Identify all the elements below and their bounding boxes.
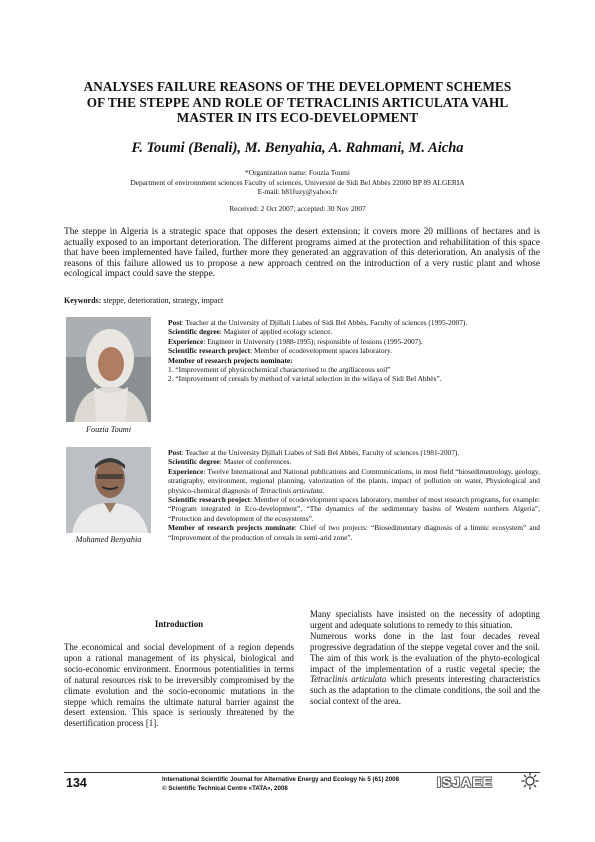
introduction-paragraph-2: Many specialists have insisted on the necessity of adopting urgent and adequate solutions to remedy to this situation. [310,609,540,630]
bio2-post-label: Post [168,448,182,457]
bio2-experience-label: Experience [168,466,204,476]
bio1-member-label: Member of research projects nominate [168,355,291,365]
bio2-member: : Chief of two projects: “Biosedimentary diagnosis of a limnic ecosystem” and “Improvement of the production of cereals in semi-arid zone”. [168,523,541,542]
bio1-post: : Teacher at the University of Djillali Liabes of Sidi Bel Abbès, Faculty of sciences (1995-2007). [181,318,468,327]
isjaee-logo: ISJAEE [437,774,493,790]
bio2-experience-species: Tetraclinis articulata [259,485,323,495]
affiliation-line-2: Department of environnment sciences Faculty of sciences, Université de Sidi Bel Abbès 22000 BP 89 ALGERIA [130,177,465,187]
sun-logo-icon [521,772,539,795]
bio1-item-1: 1. “Improvement of physicochemical characterised to the argillaceous soil” [168,365,391,375]
introduction-left-column [64,642,294,729]
species-name: Tetraclinis articulata [310,674,387,685]
paper-title [60,79,535,126]
portrait-man-icon [66,447,151,533]
bio2-degree-label: Scientific degree [168,457,220,467]
bio2-project: : Member of ecodevelopment spaces laboratory, member of most research programs, for example: “Program integrated in Eco-development”, “The dynamics of the sedimentary basins of Western northern Algeria”, “Protection and development of the ecosystems”. [168,495,540,523]
footer-divider [64,772,540,773]
bio1-item-2: 2. “Improvement of cereals by method of varietal selection in the wilaya of Sidi Bel Abbès”. [168,374,442,384]
title-line-2: OF THE STEPPE AND ROLE OF TETRACLINIS ARTICULATA VAHL [86,94,509,110]
bio1-experience: : Engineer in University (1988-1995); responsible of lessons (1995-2007). [203,336,423,346]
author-photo-fouzia-toumi [66,317,151,422]
introduction-paragraph-1: The economical and social development of a region depends upon a rational management of its physical, biological and socio-economic environment. Enormous potentialities in terms of natural resources risk to be irreversibly compromised by the climate evolution and the socio-economic mutations in the steppe which remains the ultimate natural barrier against the desert extension. This space is seriously threatened by the desertification process [1]. [64,642,294,729]
bio1-experience-label: Experience [168,336,204,346]
bio2-experience: : Twelve International and National publications and Communications, in most field “biosedimentology, geology, stratigraphy, environment, regional planning, valorization of the plants, impact of pollution on water, Physiological and physico-chemical diagnosis of [168,466,540,495]
author-photo-mohamed-benyahia [66,447,151,533]
bio-mohamed-benyahia [168,448,540,542]
affiliation [40,168,555,197]
bio-fouzia-toumi [168,318,540,384]
authors: F. Toumi (Benali), M. Benyahia, A. Rahmani, M. Aicha [131,140,464,156]
keywords-text: steppe, deterioration, strategy, impact [101,296,224,305]
affiliation-line-1: *Organization name: Fouzia Toumi [245,168,350,177]
bio1-member: : [290,355,293,365]
page-number: 134 [66,776,87,790]
journal-name: International Scientific Journal for Alternative Energy and Ecology № 5 (61) 2008 [162,776,400,783]
bio1-project: : Member of ecodevelopment spaces laboratory. [250,346,393,356]
bio2-member-label: Member of research projects nominate [168,523,295,533]
title-line-1: ANALYSES FAILURE REASONS OF THE DEVELOPMENT SCHEMES [83,79,512,94]
bio1-degree: : Magister of applied ecology science. [219,327,333,337]
abstract: The steppe in Algeria is a strategic space that opposes the desert extension; it covers more 20 millions of hectares and is actually exposed to an important deterioration. The different programs aimed at the protection and rehabilitation of this space that have been implemented have failed, further more they generated an aggravation of this deterioration. An analysis of the reasons of this failure allowed us to propose a new approach centred on the introduction of a very rustic plant and whose ecological impact could save the steppe. [64,227,540,280]
bio1-post-label: Post [168,318,182,327]
photo-caption-1: Fouzia Toumi [86,425,131,434]
affiliation-email: E-mail: b81fuzy@yahoo.fr [257,187,338,197]
portrait-woman-icon [66,317,151,422]
introduction-heading: Introduction [154,619,204,629]
bio2-degree: : Master of conferences. [219,457,292,467]
bio2-experience-end: . [322,485,324,495]
photo-caption-2: Mohamed Benyahia [75,535,142,544]
title-line-3: MASTER IN ITS ECO-DEVELOPMENT [176,110,419,125]
journal-info [162,775,399,793]
keywords-label: Keywords: [64,296,102,305]
introduction-paragraph-3: Numerous works done in the last four decades reveal progressive degradation of the steppe vegetal cover and the soil. The aim of this work is the evaluation of the phyto-ecological impact of the implementation of a rustic vegetal specie; the Tetraclinis articulata which presents interesting characteristics such as the adaptation to the climate conditions, the soil and the social context of the area. [310,630,540,707]
bio2-post: : Teacher at the University Djillali Liabes of Sidi Bel Abbès, Faculty of sciences (1981-2007). [181,448,460,457]
bio2-project-label: Scientific research project [168,495,251,505]
keywords [64,296,540,305]
received-dates: Received: 2 Oct 2007; accepted: 30 Nov 2007 [229,204,366,213]
bio1-project-label: Scientific research project [168,346,251,356]
introduction-right-column [310,609,540,707]
bio1-degree-label: Scientific degree [168,327,220,337]
journal-copyright: © Scientific Technical Centre «TATA», 2008 [162,785,288,793]
